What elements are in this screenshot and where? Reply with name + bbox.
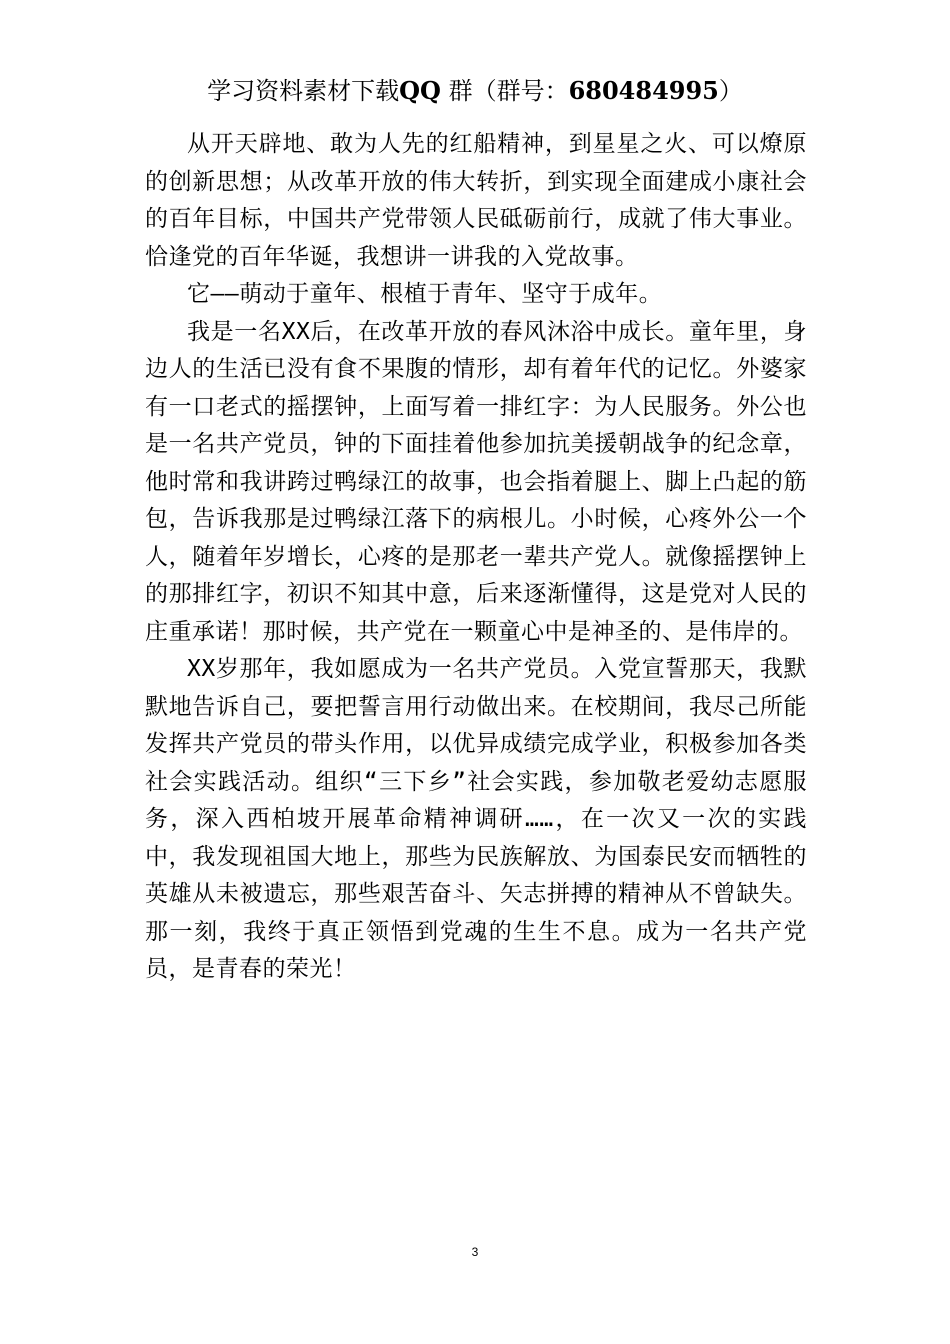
header-text-prefix: 学习资料素材下载 bbox=[207, 77, 400, 105]
document-body bbox=[145, 126, 807, 989]
paragraph-4: XX岁那年，我如愿成为一名共产党员。入党宣誓那天，我默默地告诉自己，要把誓言用行动做出来。在校期间，我尽己所能发挥共产党员的带头作用，以优异成绩完成学业，积极参加各类社会实践活动。组织“三下乡”社会实践，参加敬老爱幼志愿服务，深入西柏坡开展革命精神调研……，在一次又一次的实践中，我发现祖国大地上，那些为民族解放、为国泰民安而牺牲的英雄从未被遗忘，那些艰苦奋斗、矢志拼搏的精神从不曾缺失。那一刻，我终于真正领悟到党魂的生生不息。成为一名共产党员，是青春的荣光！ bbox=[145, 656, 807, 982]
page-footer bbox=[0, 1244, 950, 1260]
paragraph-1: 从开天辟地、敢为人先的红船精神，到星星之火、可以燎原的创新思想；从改革开放的伟大转折，到实现全面建成小康社会的百年目标，中国共产党带领人民砥砺前行，成就了伟大事业。恰逢党的百年华诞，我想讲一讲我的入党故事。 bbox=[145, 131, 807, 270]
header-close-paren: ） bbox=[718, 77, 743, 105]
page-number: 3 bbox=[471, 1245, 479, 1259]
page-header bbox=[0, 76, 950, 106]
header-group-number: 680484995 bbox=[568, 76, 719, 105]
header-qq: QQ bbox=[399, 76, 441, 105]
paragraph-3: 我是一名XX后，在改革开放的春风沐浴中成长。童年里，身边人的生活已没有食不果腹的情形，却有着年代的记忆。外婆家有一口老式的摇摆钟，上面写着一排红字：为人民服务。外公也是一名共产党员，钟的下面挂着他参加抗美援朝战争的纪念章，他时常和我讲跨过鸭绿江的故事，也会指着腿上、脚上凸起的筋包，告诉我那是过鸭绿江落下的病根儿。小时候，心疼外公一个人，随着年岁增长，心疼的是那老一辈共产党人。就像摇摆钟上的那排红字，初识不知其中意，后来逐渐懂得，这是党对人民的庄重承诺！那时候，共产党在一颗童心中是神圣的、是伟岸的。 bbox=[145, 318, 807, 645]
paragraph-2: 它——萌动于童年、根植于青年、坚守于成年。 bbox=[187, 281, 663, 307]
header-text-group: 群（群号： bbox=[448, 77, 569, 105]
